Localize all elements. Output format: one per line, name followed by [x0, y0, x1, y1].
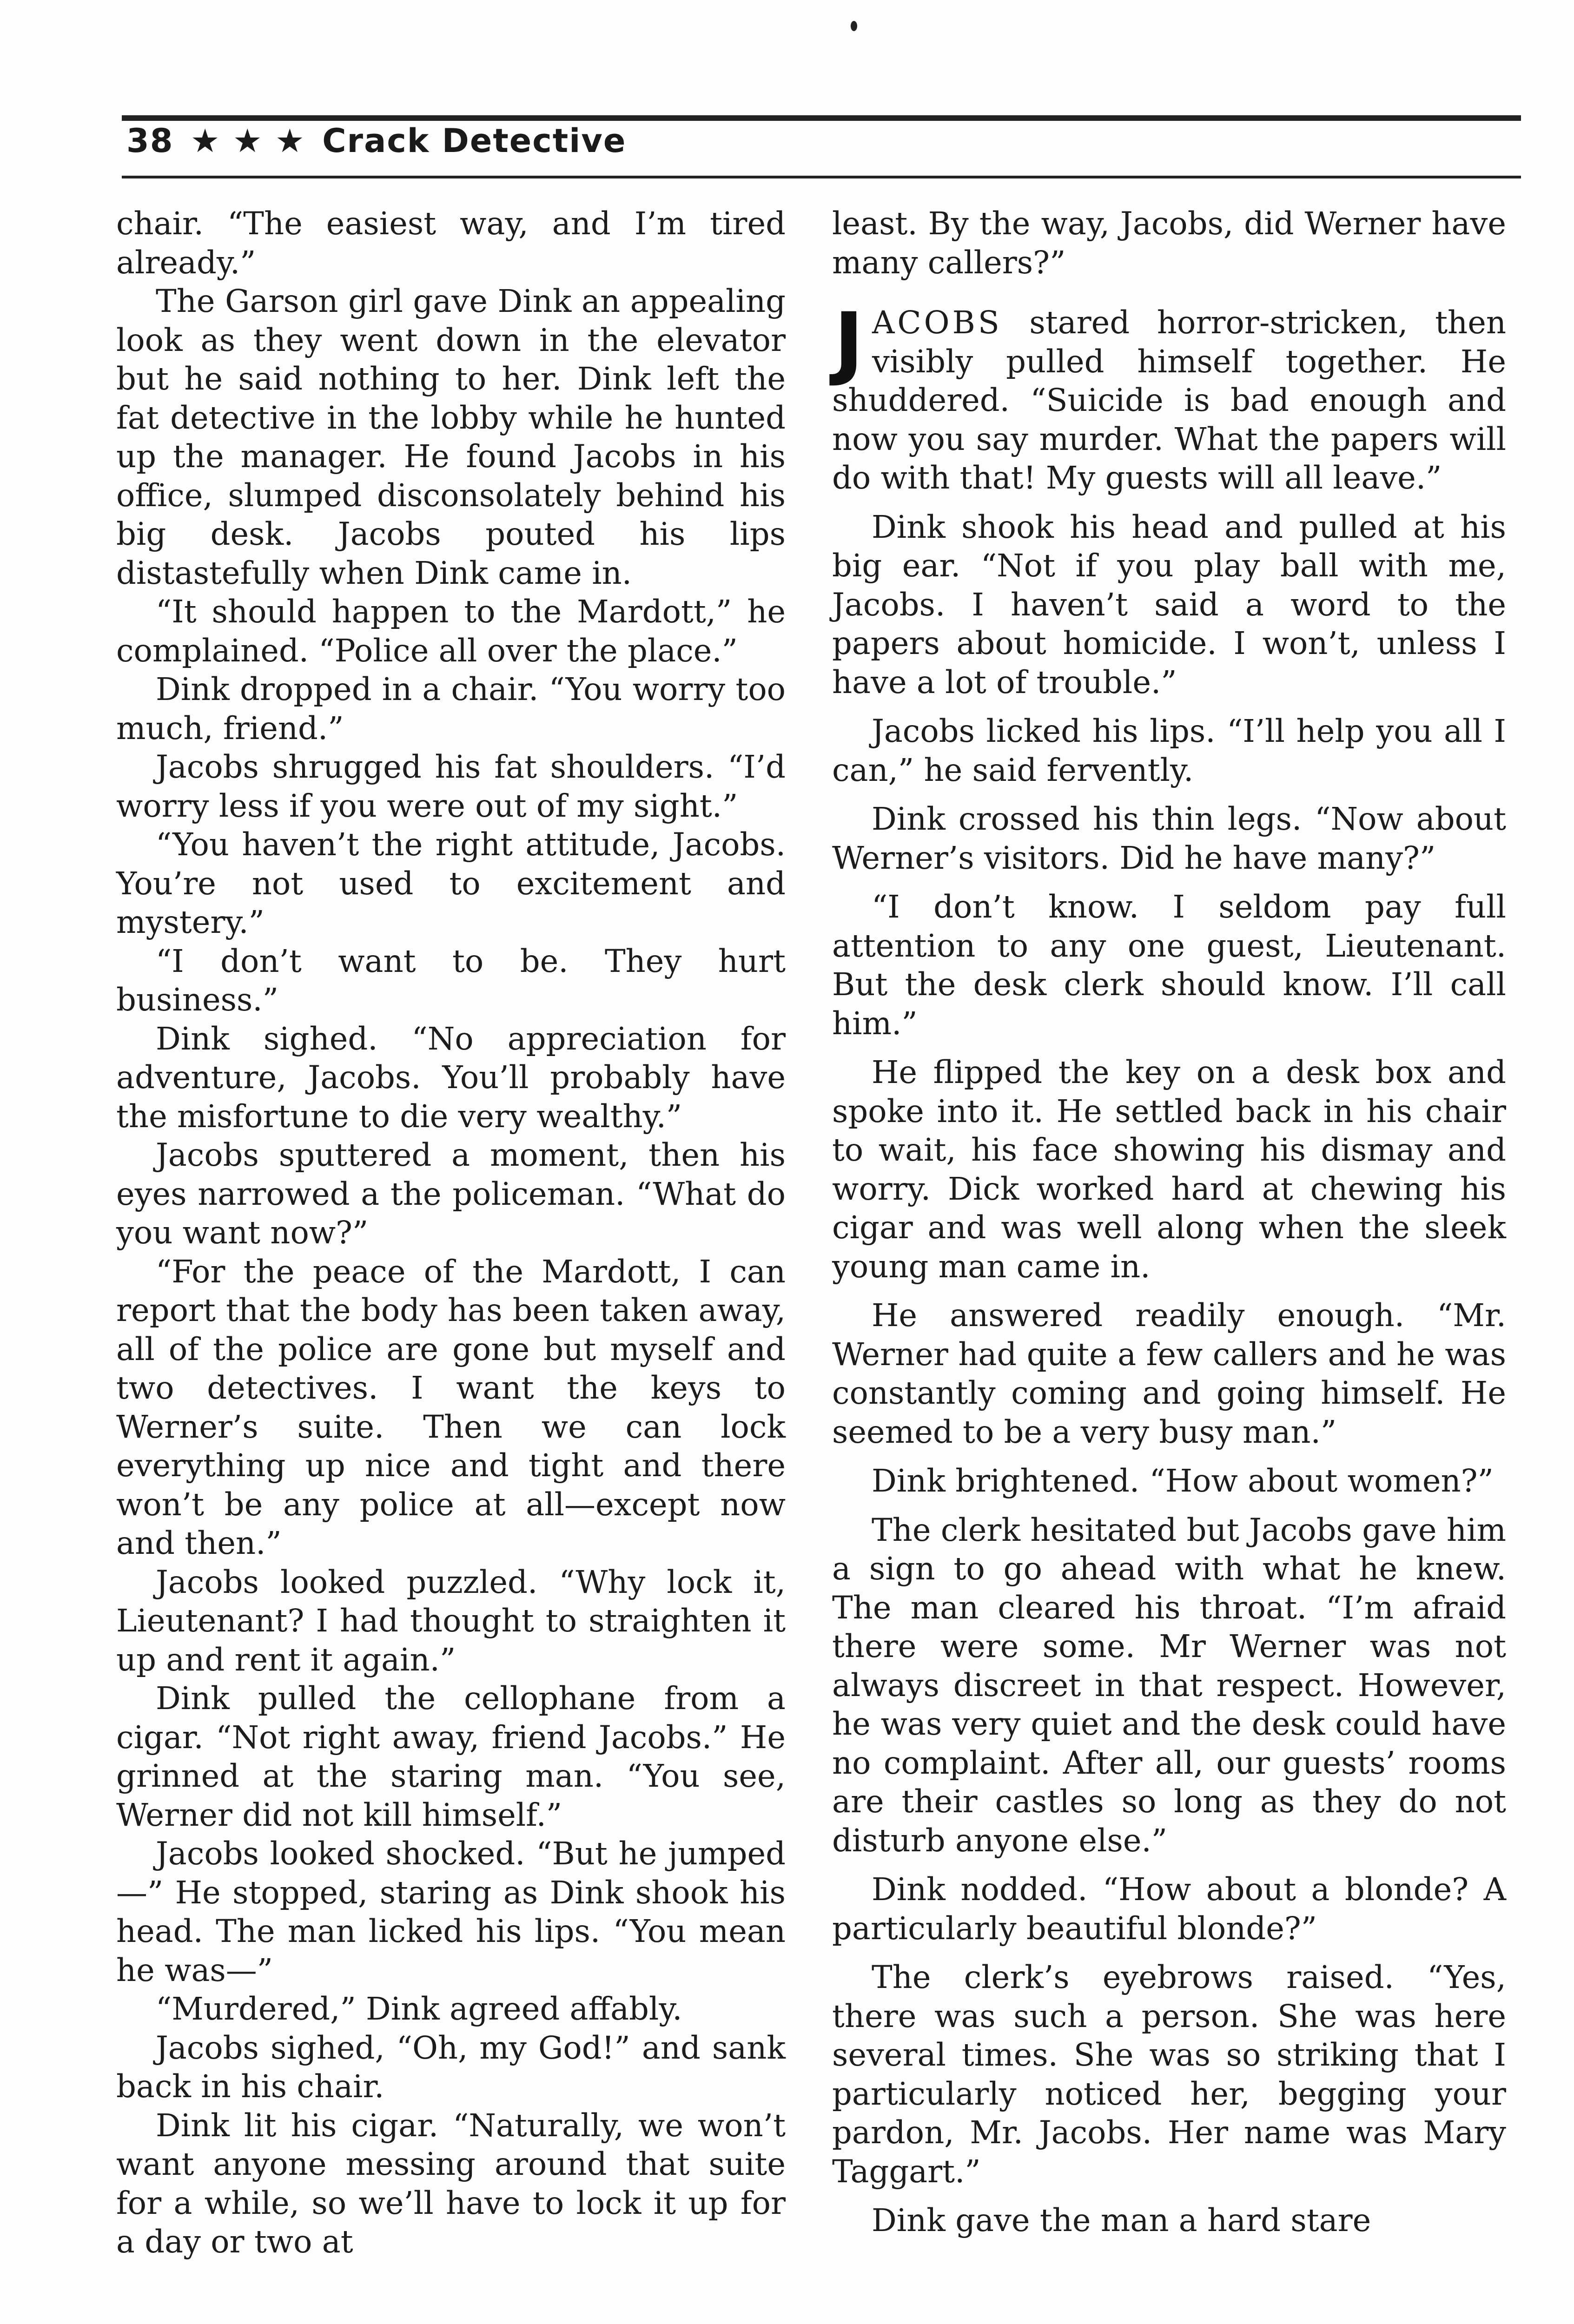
paragraph: Dink lit his cigar. “Naturally, we won’t want anyone messing around that suite for a while, so we’ll have to lock it up for a day or two at	[116, 2107, 786, 2260]
page-number: 38	[126, 122, 174, 160]
paragraph: Jacobs shrugged his fat shoulders. “I’d worry less if you were out of my sight.”	[116, 749, 786, 824]
right-column	[832, 205, 1506, 2240]
paragraph: The clerk’s eyebrows raised. “Yes, there was such a person. She was here several times. She was so striking that I particularly noticed her, begging your pardon, Mr. Jacobs. Her name was Mary Taggart.”	[832, 1959, 1506, 2190]
paragraph: “It should happen to the Mardott,” he complained. “Police all over the place.”	[116, 594, 786, 669]
header-rule-bottom	[122, 176, 1521, 178]
paragraph: Jacobs licked his lips. “I’ll help you all I can,” he said fervently.	[832, 713, 1506, 788]
paragraph: The Garson girl gave Dink an appealing look as they went down in the elevator but he said nothing to her. Dink left the fat detective in the lobby while he hunted up the manager. He found Jacobs in his office, slumped disconsolately behind his big desk. Jacobs pouted his lips distastefully when Dink came in.	[116, 283, 786, 591]
paragraph: “I don’t want to be. They hurt business.”	[116, 943, 786, 1018]
left-column	[116, 205, 786, 2262]
running-header	[126, 122, 626, 160]
drop-cap-letter: J	[834, 295, 864, 389]
paragraph: He answered readily enough. “Mr. Werner had quite a few callers and he was constantly coming and going himself. He seemed to be a very busy man.”	[832, 1297, 1506, 1450]
paragraph: least. By the way, Jacobs, did Werner have many callers?”	[832, 205, 1506, 281]
paragraph-text: stared horror-stricken, then visibly pulled himself together. He shuddered. “Suicide is bad enough and now you say murder. What the papers will do with that! My guests will all leave.”	[832, 304, 1506, 496]
magazine-title: Crack Detective	[322, 122, 627, 160]
paragraph: The clerk hesitated but Jacobs gave him a sign to go ahead with what he knew. The man cleared his throat. “I’m afraid there were some. Mr Werner was not always discreet in that respect. However, he was very quiet and the desk could have no complaint. After all, our guests’ rooms are their castles so long as they do not disturb anyone else.”	[832, 1512, 1506, 1859]
paragraph: “For the peace of the Mardott, I can report that the body has been taken away, all of the police are gone but myself and two detectives. I want the keys to Werner’s suite. Then we can lock everything up nice and tight and there won’t be any police at all—except now and then.”	[116, 1253, 786, 1561]
paragraph: Jacobs sputtered a moment, then his eyes narrowed a the policeman. “What do you want now?”	[116, 1137, 786, 1251]
paragraph: Jacobs looked puzzled. “Why lock it, Lieutenant? I had thought to straighten it up and rent it again.”	[116, 1564, 786, 1678]
star-icons: ★ ★ ★	[190, 122, 305, 160]
paragraph: He flipped the key on a desk box and spoke into it. He settled back in his chair to wait, his face showing his dismay and worry. Dick worked hard at chewing his cigar and was well along when the sleek young man came in.	[832, 1054, 1506, 1285]
paragraph: Dink dropped in a chair. “You worry too much, friend.”	[116, 671, 786, 746]
paragraph: Dink nodded. “How about a blonde? A particularly beautiful blonde?”	[832, 1871, 1506, 1947]
paragraph: “I don’t know. I seldom pay full attention to any one guest, Lieutenant. But the desk clerk should know. I’ll call him.”	[832, 889, 1506, 1042]
paragraph: Dink sighed. “No appreciation for adventure, Jacobs. You’ll probably have the misfortune to die very wealthy.”	[116, 1020, 786, 1135]
paragraph: Dink brightened. “How about women?”	[872, 1463, 1494, 1499]
paragraph: Dink pulled the cellophane from a cigar. “Not right away, friend Jacobs.” He grinned at the staring man. “You see, Werner did not kill himself.”	[116, 1680, 786, 1833]
paragraph: “You haven’t the right attitude, Jacobs. You’re not used to excitement and mystery.”	[116, 826, 786, 940]
paragraph: Dink shook his head and pulled at his big ear. “Not if you play ball with me, Jacobs. I haven’t said a word to the papers about homicide. I won’t, unless I have a lot of trouble.”	[832, 508, 1506, 700]
paragraph: Jacobs sighed, “Oh, my God!” and sank back in his chair.	[116, 2029, 786, 2105]
paragraph: Jacobs looked shocked. “But he jumped—” He stopped, staring as Dink shook his head. The man licked his lips. “You mean he was—”	[116, 1835, 786, 1988]
paragraph: Dink gave the man a hard stare	[872, 2202, 1371, 2238]
header-rule-top	[122, 115, 1521, 121]
print-speck	[851, 21, 857, 31]
lead-in-caps: ACOBS	[872, 304, 1002, 341]
paragraph: “Murdered,” Dink agreed affably.	[156, 1991, 682, 2027]
paragraph: Dink crossed his thin legs. “Now about Werner’s visitors. Did he have many?”	[832, 801, 1506, 876]
paragraph: chair. “The easiest way, and I’m tired already.”	[116, 205, 786, 281]
dropcap-paragraph	[832, 295, 1506, 498]
